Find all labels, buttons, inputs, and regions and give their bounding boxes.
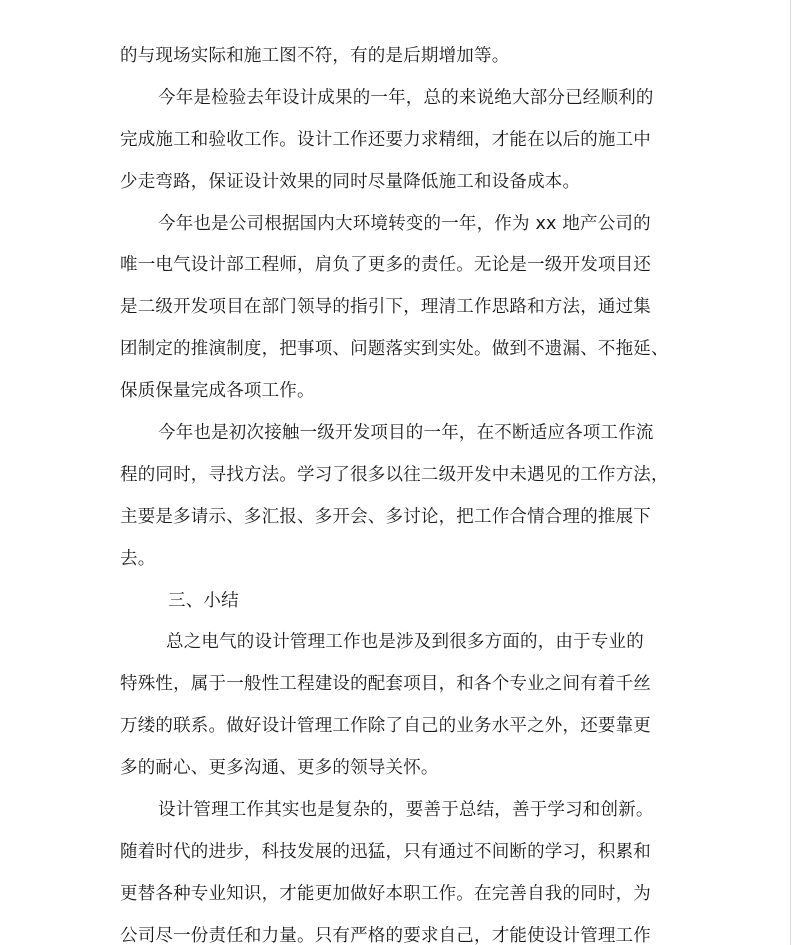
text-line: 今年也是初次接触一级开发项目的一年，在不断适应各项工作流 [158,423,654,444]
text-line: 的与现场实际和施工图不符，有的是后期增加等。 [120,46,510,66]
text-line: 更替各种专业知识，才能更加做好本职工作。在完善自我的同时，为 [120,883,651,904]
text-line: 今年也是公司根据国内大环境转变的一年，作为 xx 地产公司的 [158,213,651,234]
text-line: 去。 [120,548,156,569]
text-line: 设计管理工作其实也是复杂的，要善于总结，善于学习和创新。 [158,800,654,821]
text-line: 唯一电气设计部工程师，肩负了更多的责任。无论是一级开发项目还 [120,255,651,276]
text-line: 万缕的联系。做好设计管理工作除了自己的业务水平之外，还要靠更 [120,716,651,737]
text-line: 程的同时，寻找方法。学习了很多以往二级开发中未遇见的工作方法， [120,464,669,485]
text-line: 特殊性，属于一般性工程建设的配套项目，和各个专业之间有着千丝 [120,674,651,695]
text-line: 完成施工和验收工作。设计工作还要力求精细，才能在以后的施工中 [120,129,651,150]
text-line: 主要是多请示、多汇报、多开会、多讨论，把工作合情合理的推展下 [120,506,651,527]
page-edge [790,0,791,945]
text-line: 随着时代的进步，科技发展的迅猛，只有通过不间断的学习，积累和 [120,841,651,862]
text-line: 多的耐心、更多沟通、更多的领导关怀。 [120,758,439,779]
text-line: 少走弯路，保证设计效果的同时尽量降低施工和设备成本。 [120,171,581,192]
text-line: 是二级开发项目在部门领导的指引下，理清工作思路和方法，通过集 [120,297,651,318]
text-line: 公司尽一份责任和力量。只有严格的要求自己，才能使设计管理工作 [120,925,651,945]
text-line: 总之电气的设计管理工作也是涉及到很多方面的，由于专业的 [166,632,644,653]
document-body [120,36,680,945]
text-line: 保质保量完成各项工作。 [120,381,315,402]
text-line: 今年是检验去年设计成果的一年，总的来说绝大部分已经顺利的 [158,87,654,108]
section-heading: 三、小结 [168,590,239,611]
text-line: 团制定的推演制度，把事项、问题落实到实处。做到不遗漏、不拖延、 [120,339,669,360]
